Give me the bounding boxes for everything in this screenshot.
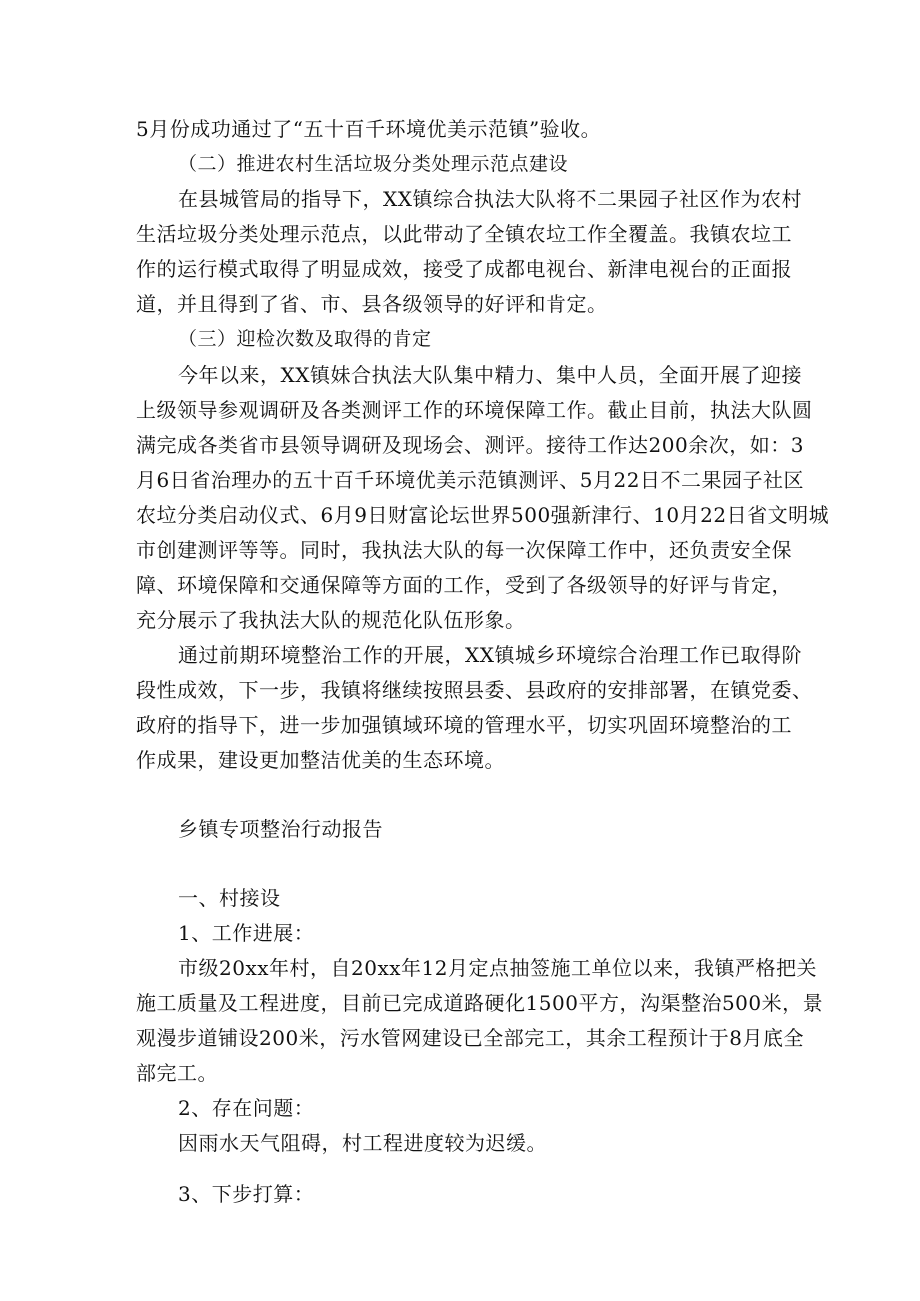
report-title: 乡镇专项整治行动报告	[178, 817, 383, 841]
paragraph-line: 市级20xx年村，自20xx年12月定点抽签施工单位以来，我镇严格把关	[178, 956, 817, 980]
paragraph-line: 上 级 领 导 参 观 调 研 及 各 类 测 评 工 作 的 环 境 保 障 工 作 。 截 止 目 前 ， 执 法 大 队 圆	[136, 398, 813, 422]
paragraph-line: 满 完 成 各 类 省 市 县 领 导 调 研 及 现 场 会 、 测 评 。 接 待 工 作 达 2 0 0 余 次 ， 如 ： 3	[136, 433, 804, 457]
paragraph-line: 今年以来，XX镇妹合执法大队集中精力、集中人员，全面开展了迎接	[178, 363, 802, 387]
paragraph-line: 在县城管局的指导下，XX镇综合执法大队将不二果园子社区作为农村	[178, 187, 802, 211]
paragraph-line: 观 漫 步 道 铺 设 2 0 0 米 ， 污 水 管 网 建 设 已 全 部 完 工 ， 其 余 工 程 预 计 于 8 月 底 全	[136, 1026, 804, 1050]
paragraph-line: 政 府 的 指 导 下 ， 进 一 步 加 强 镇 域 环 境 的 管 理 水 平 ， 切 实 巩 固 环 境 整 治 的 工	[136, 713, 792, 737]
paragraph-line: 充分展示了我执法大队的规范化队伍形象。	[136, 608, 526, 632]
paragraph-line: 通过前期环境整治工作的开展，XX镇城乡环境综合治理工作已取得阶	[178, 643, 802, 667]
subsection-heading: 2、存在问题：	[178, 1096, 315, 1120]
subsection-heading: 3、下步打算：	[178, 1182, 315, 1206]
paragraph-line: 市 创 建 测 评 等 等 。 同 时 ， 我 执 法 大 队 的 每 一 次 保 障 工 作 中 ， 还 负 责 安 全 保	[136, 538, 792, 562]
paragraph-line: 施 工 质 量 及 工 程 进 度 ， 目 前 已 完 成 道 路 硬 化 1 5 0 0 平 方 ， 沟 渠 整 治 5 0 0 米 ， 景	[136, 991, 824, 1015]
paragraph-line: 作 的 运 行 模 式 取 得 了 明 显 成 效 ， 接 受 了 成 都 电 视 台 、 新 津 电 视 台 的 正 面 报	[136, 257, 792, 281]
paragraph-line: 部完工。	[136, 1061, 218, 1085]
paragraph-line: 生 活 垃 圾 分 类 处 理 示 范 点 ， 以 此 带 动 了 全 镇 农 垃 工 作 全 覆 盖 。 我 镇 农 垃 工	[136, 222, 792, 246]
section-heading: （二）推进农村生活垃圾分类处理示范点建设	[178, 153, 569, 175]
paragraph-line: 农 垃 分 类 启 动 仪 式 、 6 月 9 日 财 富 论 坛 世 界 5 0 0 强 新 津 行 、 1 0 月 2 2 日 省 文 明 城	[136, 503, 830, 527]
subsection-heading: 1、工作进展：	[178, 921, 315, 945]
paragraph-line: 障 、 环 境 保 障 和 交 通 保 障 等 方 面 的 工 作 ， 受 到 了 各 级 领 导 的 好 评 与 肯 定 ，	[136, 573, 792, 597]
paragraph-line: 作成果，建设更加整洁优美的生态环境。	[136, 748, 505, 772]
paragraph-line: 道，并且得到了省、市、县各级领导的好评和肯定。	[136, 292, 608, 316]
section-heading: （三）迎检次数及取得的肯定	[178, 328, 432, 350]
paragraph-line: 段 性 成 效 ， 下 一 步 ， 我 镇 将 继 续 按 照 县 委 、 县 政 府 的 安 排 部 署 ， 在 镇 党 委 、	[136, 678, 813, 702]
paragraph-line: 因雨水天气阻碍，村工程进度较为迟缓。	[178, 1131, 547, 1155]
section-heading: 一、村接设	[178, 886, 281, 910]
paragraph-line: 月 6 日 省 治 理 办 的 五 十 百 千 环 境 优 美 示 范 镇 测 评 、 5 月 2 2 日 不 二 果 园 子 社 区	[136, 468, 804, 492]
paragraph-line: 5月份成功通过了“五十百千环境优美示范镇”验收。	[136, 117, 602, 141]
